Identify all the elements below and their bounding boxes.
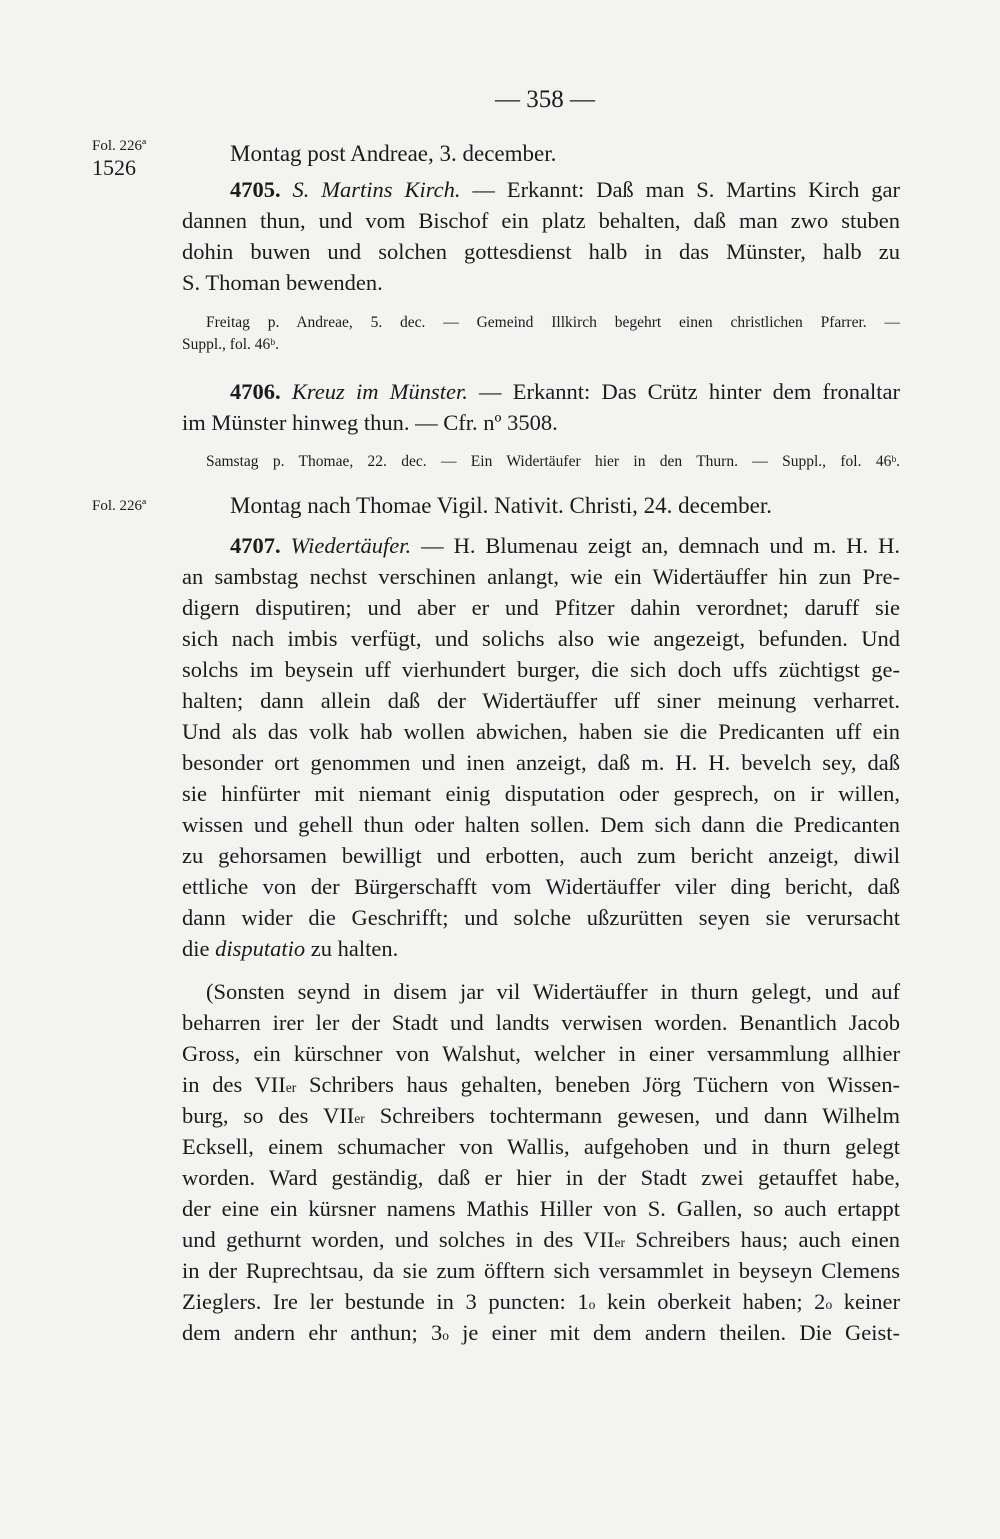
text-line: dohin buwen und solchen gottesdienst halb in das Münster, halb zu bbox=[182, 239, 900, 264]
text-line: ettliche von der Bürgerschafft vom Widertäuffer viler ding bericht, daß bbox=[182, 874, 900, 899]
note-samstag bbox=[182, 451, 900, 473]
superscript: o bbox=[588, 1297, 596, 1312]
text-line: im Münster hinweg thun. — Cfr. nº 3508. bbox=[182, 410, 558, 435]
note-line: Freitag p. Andreae, 5. dec. — Gemeind Illkirch begehrt einen christlichen Pfarrer. — bbox=[206, 314, 900, 331]
date-heading: Montag nach Thomae Vigil. Nativit. Christi, 24. december. bbox=[230, 493, 773, 518]
superscript: er bbox=[354, 1111, 365, 1126]
entry-first-line bbox=[182, 376, 900, 407]
note-line: Suppl., fol. 46ᵇ. bbox=[182, 336, 279, 353]
text-line: beharren irer ler der Stadt und landts verwisen worden. Benantlich Jacob bbox=[182, 1010, 900, 1035]
text-line: worden. Ward geständig, daß er hier in der Stadt zwei getauffet habe, bbox=[182, 1165, 900, 1190]
text-line: S. Thoman bewenden. bbox=[182, 270, 383, 295]
text-fragment: keiner bbox=[832, 1289, 900, 1314]
entry-text: — Erkannt: Daß man S. Martins Kirch gar bbox=[472, 177, 901, 202]
text-fragment: kein oberkeit haben; 2 bbox=[595, 1289, 826, 1314]
text-line: Und als das volk hab wollen abwichen, haben sie die Predicanten uff ein bbox=[182, 719, 900, 744]
note-line: Samstag p. Thomae, 22. dec. — Ein Widertäufer hier in den Thurn. — Suppl., fol. 46ᵇ. bbox=[206, 453, 900, 470]
entry-first-line bbox=[182, 530, 900, 561]
text-line: halten; dann allein daß der Widertäuffer uff siner meinung verharret. bbox=[182, 688, 900, 713]
text-line: (Sonsten seynd in disem jar vil Widertäuffer in thurn gelegt, und auf bbox=[206, 979, 900, 1004]
italic-term: disputatio bbox=[215, 936, 306, 961]
note-freitag bbox=[182, 312, 900, 356]
text-line: sie hinfürter mit niemant einig disputation oder gesprech, on ir willen, bbox=[182, 781, 900, 806]
text-line bbox=[182, 1224, 900, 1255]
entry-4706 bbox=[182, 376, 900, 438]
text-line: der eine ein kürsner namens Mathis Hiller von S. Gallen, so auch ertappt bbox=[182, 1196, 900, 1221]
superscript: o bbox=[825, 1297, 833, 1312]
text-line: wissen und gehell thun oder halten sollen. Dem sich dann die Predicanten bbox=[182, 812, 900, 837]
text-line bbox=[182, 933, 900, 964]
text-fragment: Schreibers tochtermann gewesen, und dann Wilhelm bbox=[364, 1103, 900, 1128]
page-number: — 358 — bbox=[495, 86, 595, 113]
entry-text: — Erkannt: Das Crütz hinter dem fronaltar bbox=[479, 379, 900, 404]
text-fragment: Schribers haus gehalten, beneben Jörg Tüchern von Wissen- bbox=[296, 1072, 900, 1097]
text-fragment: die bbox=[182, 936, 210, 961]
text-line: Gross, ein kürschner von Walshut, welcher in einer versammlung allhier bbox=[182, 1041, 900, 1066]
text-line bbox=[182, 1100, 900, 1131]
date-heading: Montag post Andreae, 3. december. bbox=[230, 141, 557, 166]
text-line: digern disputiren; und aber er und Pfitzer dahin verordnet; daruff sie bbox=[182, 595, 900, 620]
entry-title: Wiedertäufer. bbox=[290, 533, 412, 558]
text-fragment: Schreibers haus; auch einen bbox=[624, 1227, 900, 1252]
text-fragment: dem andern ehr anthun; 3 bbox=[182, 1320, 443, 1345]
superscript: o bbox=[442, 1328, 449, 1343]
margin-folio: Fol. 226ª bbox=[92, 138, 147, 154]
margin-note-1 bbox=[92, 136, 146, 178]
text-fragment: je einer mit dem andern theilen. Die Geist- bbox=[448, 1320, 900, 1345]
text-line: in der Ruprechtsau, da sie zum öfftern sich versammlet in beyseyn Clemens bbox=[182, 1258, 900, 1283]
text-line: dannen thun, und vom Bischof ein platz behalten, daß man zwo stuben bbox=[182, 208, 900, 233]
superscript: er bbox=[285, 1080, 297, 1095]
entry-title: Kreuz im Münster. bbox=[291, 379, 468, 404]
entry-text: — H. Blumenau zeigt an, demnach und m. H. H. bbox=[421, 533, 900, 558]
text-line: zu gehorsamen bewilligt und erbotten, auch zum bericht anzeigt, diwil bbox=[182, 843, 900, 868]
text-line bbox=[182, 1069, 900, 1100]
entry-4705 bbox=[182, 174, 900, 298]
text-line: dann wider die Geschrifft; und solche ußzurütten seyen sie verursacht bbox=[182, 905, 900, 930]
margin-folio: Fol. 226ª bbox=[92, 498, 147, 514]
text-line bbox=[182, 1286, 900, 1317]
text-fragment: in des VII bbox=[182, 1072, 286, 1097]
paragraph-sonsten bbox=[182, 976, 900, 1348]
text-fragment: zu halten. bbox=[310, 936, 399, 961]
text-line: an sambstag nechst verschinen anlangt, wie ein Widertäuffer hin zun Pre- bbox=[182, 564, 900, 589]
superscript: er bbox=[614, 1235, 625, 1250]
text-line bbox=[182, 1317, 900, 1348]
text-fragment: burg, so des VII bbox=[182, 1103, 355, 1128]
text-line: solchs im beysein uff vierhundert burger, die sich doch uffs züchtigst ge- bbox=[182, 657, 900, 682]
entry-first-line bbox=[182, 174, 900, 205]
entry-title: S. Martins Kirch. bbox=[292, 177, 461, 202]
text-line: sich nach imbis verfügt, und solichs also wie angezeigt, befunden. Und bbox=[182, 626, 900, 651]
entry-number: 4707. bbox=[230, 533, 281, 558]
entry-number: 4705. bbox=[230, 177, 281, 202]
text-fragment: Zieglers. Ire ler bestunde in 3 puncten: 1 bbox=[182, 1289, 589, 1314]
section-december-24 bbox=[182, 490, 900, 521]
text-fragment: und gethurnt worden, und solches in des VII bbox=[182, 1227, 615, 1252]
section-december-3 bbox=[182, 138, 900, 169]
margin-note-2 bbox=[92, 496, 146, 516]
text-line: Ecksell, einem schumacher von Wallis, aufgehoben und in thurn gelegt bbox=[182, 1134, 900, 1159]
text-line: besonder ort genommen und inen anzeigt, daß m. H. H. bevelch sey, daß bbox=[182, 750, 900, 775]
entry-number: 4706. bbox=[230, 379, 281, 404]
margin-year: 1526 bbox=[92, 155, 136, 180]
entry-4707 bbox=[182, 530, 900, 964]
